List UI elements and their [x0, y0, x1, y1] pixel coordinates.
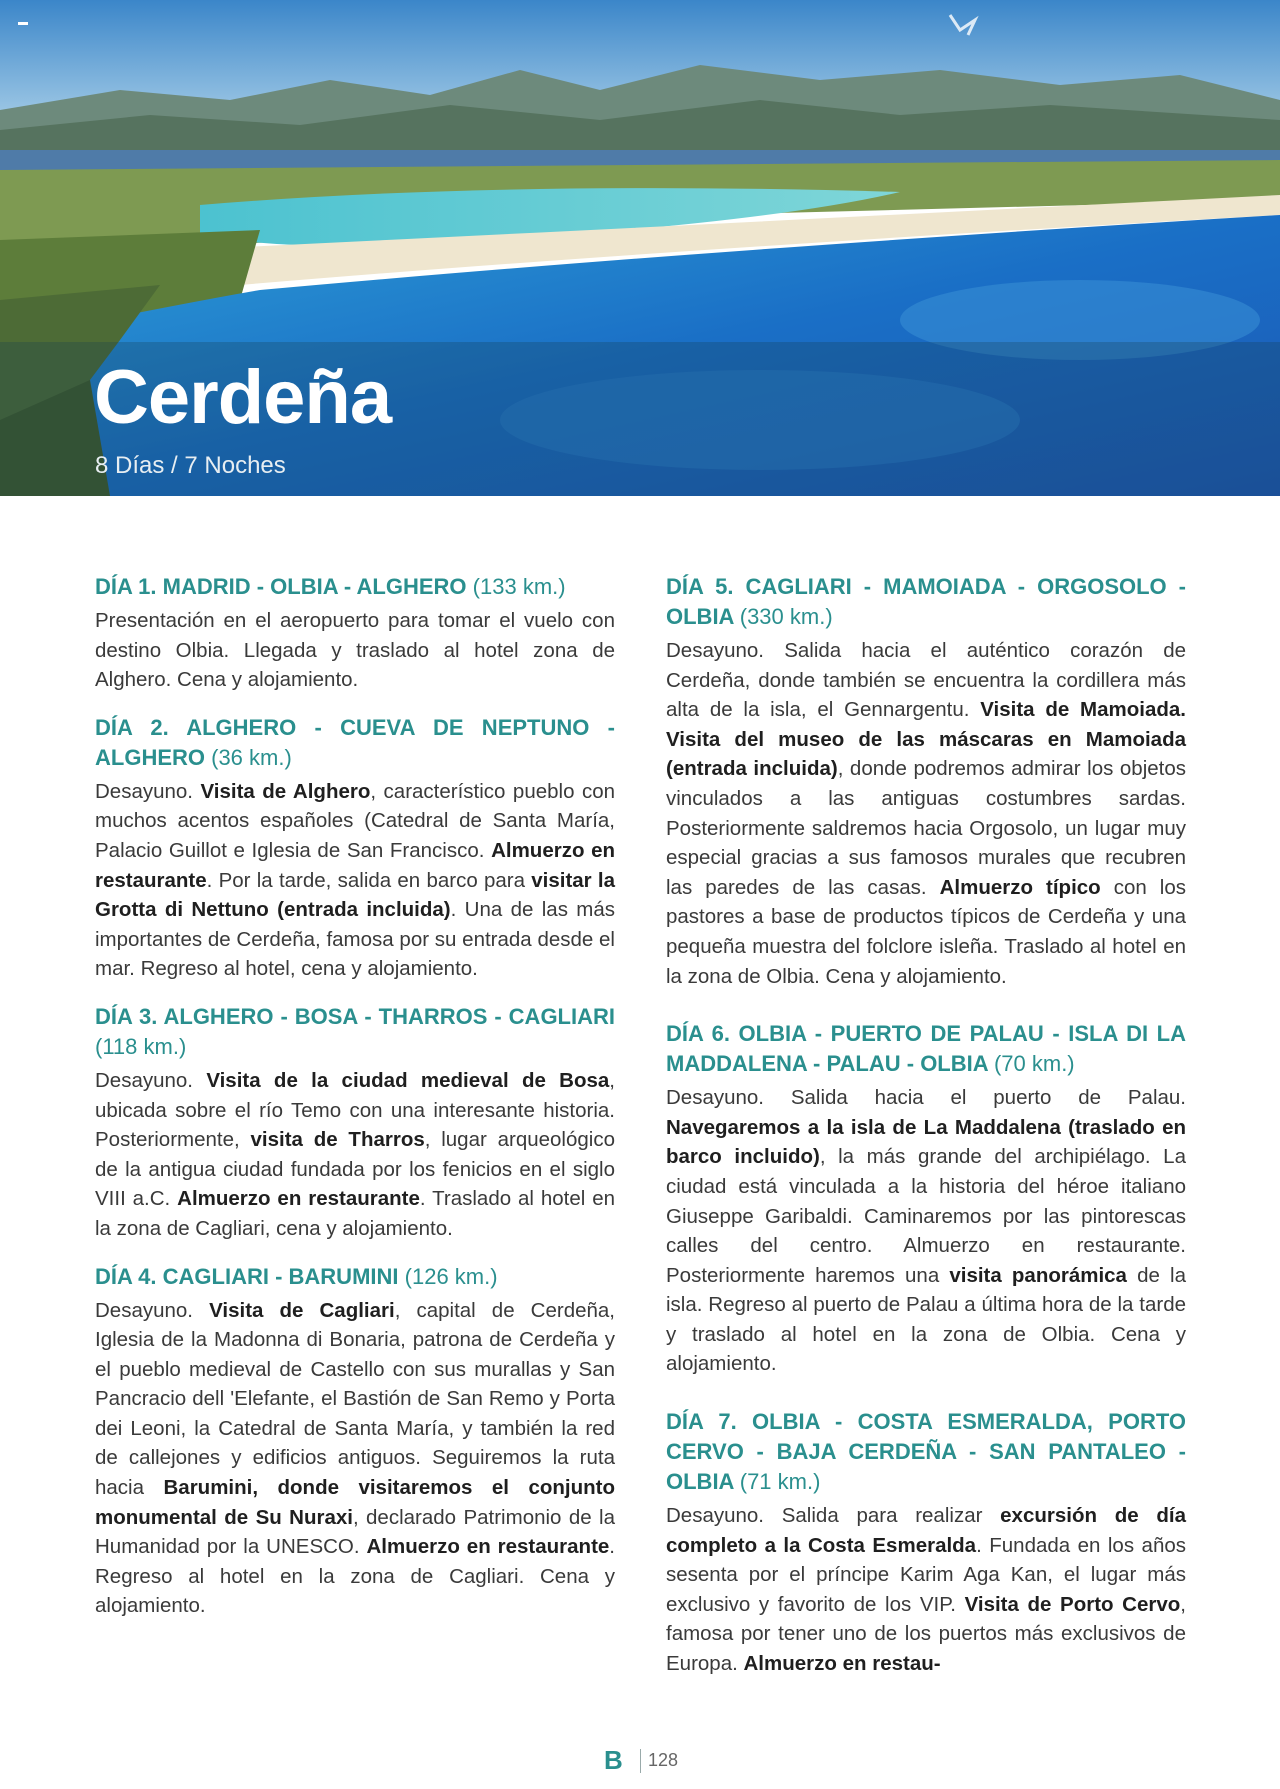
highlight-text: Visita de Porto Cervo: [964, 1592, 1181, 1616]
day-title: [95, 572, 615, 602]
body-text: . Regreso al hotel en la zona de Cagliari. Cena y alojamiento.: [95, 1535, 615, 1618]
day-description: [95, 1296, 615, 1622]
day-distance: (118 km.): [95, 1033, 187, 1059]
day-title: [666, 1407, 1186, 1497]
page-number: 128: [648, 1750, 679, 1770]
body-text: , donde podremos admirar los objetos vinculados a las antiguas costumbres sardas. Posteriormente saldremos hacia Orgosolo, un lugar muy especial gracias a sus famosos murales que recubren las paredes de las casas.: [666, 757, 1187, 899]
day-route: DÍA 7. OLBIA - COSTA ESMERALDA, PORTO CERVO - BAJA CERDEÑA - SAN PANTALEO - OLBIA: [666, 1409, 1186, 1495]
day-title: [95, 713, 615, 773]
highlight-text: visitar la Grotta di Nettuno (entrada incluida): [95, 868, 615, 922]
day-title: [666, 572, 1186, 632]
day-block: [666, 1407, 1186, 1679]
highlight-text: Almuerzo típico: [939, 875, 1101, 899]
day-block: [95, 1262, 615, 1622]
highlight-text: Barumini, donde visitaremos el conjunto monumental de Su Nuraxi: [95, 1476, 615, 1529]
body-text: , lugar arqueológico de la antigua ciudad fundada por los fenicios en el siglo VIII a.C.: [95, 1128, 615, 1211]
day-description: [666, 1501, 1186, 1679]
day-block: [95, 572, 615, 695]
hero-photo: [0, 0, 1280, 496]
day-description: [666, 636, 1186, 991]
body-text: Desayuno.: [95, 1068, 207, 1092]
day-distance: (126 km.): [404, 1263, 498, 1289]
body-text: , capital de Cerdeña, Iglesia de la Madonna di Bonaria, patrona de Cerdeña y el pueblo medieval de Castello con sus murallas y San Pancracio dell 'Elefante, el Bastión de San Remo y Porta dei Leoni, la Catedral de Santa María, y también la red de callejones y edificios antiguos. Seguiremos la ruta hacia: [95, 1298, 615, 1500]
page-footer: [0, 1745, 1280, 1775]
trip-duration: 8 Días / 7 Noches: [95, 452, 286, 479]
highlight-text: Almuerzo en restaurante: [95, 838, 615, 892]
body-text: , ubicada sobre el río Temo con una interesante historia. Posteriormente,: [95, 1068, 615, 1152]
body-text: Desayuno. Salida hacia el auténtico corazón de Cerdeña, donde también se encuentra la cordillera más alta de la isla, el Gennargentu.: [666, 639, 1186, 722]
highlight-text: Visita de Cagliari: [209, 1298, 395, 1322]
body-text: , característico pueblo con muchos acentos españoles (Catedral de Santa María, Palacio Guillot e Iglesia de San Francisco.: [95, 779, 616, 862]
day-block: [95, 1002, 615, 1244]
highlight-text: excursión de día completo a la Costa Esmeralda: [666, 1504, 1186, 1557]
day-description: [666, 1083, 1186, 1379]
body-text: de la isla. Regreso al puerto de Palau a última hora de la tarde y traslado al hotel en la zona de Olbia. Cena y alojamiento.: [666, 1263, 1186, 1376]
highlight-text: Navegaremos a la isla de La Maddalena (traslado en barco incluido): [666, 1115, 1186, 1169]
day-title: [666, 1019, 1186, 1079]
body-text: Presentación en el aeropuerto para tomar el vuelo con destino Olbia. Llegada y traslado al hotel zona de Alghero. Cena y alojamiento.: [95, 609, 615, 692]
day-description: [95, 777, 615, 984]
menu-icon: [18, 22, 28, 25]
highlight-text: Almuerzo en restau-: [743, 1652, 941, 1676]
brand-logo: B: [604, 1745, 623, 1775]
day-distance: (330 km.): [739, 604, 833, 629]
day-distance: (70 km.): [993, 1051, 1075, 1077]
body-text: . Por la tarde, salida en barco para: [206, 868, 532, 892]
body-text: , declarado Patrimonio de la Humanidad por la UNESCO.: [95, 1505, 615, 1559]
body-text: . Fundada en los años sesenta por el príncipe Karim Aga Kan, el lugar más exclusivo y favorito de los VIP.: [666, 1533, 1186, 1616]
day-distance: (133 km.): [472, 574, 566, 599]
itinerary-column-left: [95, 572, 615, 1639]
day-block: [666, 572, 1186, 991]
day-route: DÍA 4. CAGLIARI - BARUMINI: [95, 1263, 399, 1289]
day-title: [95, 1262, 615, 1292]
body-text: , la más grande del archipiélago. La ciudad está vinculada a la historia del héroe italiano Giuseppe Garibaldi. Caminaremos por las pintorescas calles del centro. Almuerzo en restaurante. Posteriormente haremos una: [666, 1145, 1186, 1287]
day-route: DÍA 5. CAGLIARI - MAMOIADA - ORGOSOLO - OLBIA: [666, 574, 1186, 629]
highlight-text: Almuerzo en restaurante: [177, 1187, 420, 1211]
highlight-text: Visita de Mamoiada. Visita del museo de las máscaras en Mamoiada (entrada incluida): [666, 698, 1186, 781]
body-text: con los pastores a base de productos típicos de Cerdeña y una pequeña muestra del folclore isleña. Traslado al hotel en la zona de Olbia. Cena y alojamiento.: [666, 875, 1187, 988]
day-description: [95, 1066, 615, 1244]
day-route: DÍA 1. MADRID - OLBIA - ALGHERO: [95, 574, 467, 599]
day-description: [95, 606, 615, 695]
day-block: [666, 1019, 1186, 1379]
footer-divider: [640, 1749, 641, 1773]
highlight-text: Visita de la ciudad medieval de Bosa: [206, 1068, 610, 1092]
body-text: Desayuno. Salida hacia el puerto de Palau.: [666, 1086, 1186, 1110]
body-text: , famosa por tener uno de los puertos más exclusivos de Europa.: [666, 1592, 1186, 1676]
day-distance: (36 km.): [211, 744, 292, 770]
highlight-text: visita de Tharros: [250, 1128, 425, 1152]
day-route: DÍA 6. OLBIA - PUERTO DE PALAU - ISLA DI LA MADDALENA - PALAU - OLBIA: [666, 1021, 1186, 1077]
highlight-text: Visita de Alghero: [200, 779, 371, 803]
body-text: Desayuno. Salida para realizar: [666, 1504, 1001, 1528]
highlight-text: Almuerzo en restaurante: [366, 1535, 610, 1559]
day-route: DÍA 3. ALGHERO - BOSA - THARROS - CAGLIARI: [95, 1003, 615, 1029]
day-block: [95, 713, 615, 984]
page-title: Cerdeña: [94, 355, 392, 440]
day-route: DÍA 2. ALGHERO - CUEVA DE NEPTUNO - ALGHERO: [95, 714, 615, 770]
day-distance: (71 km.): [739, 1469, 821, 1495]
body-text: Desayuno.: [95, 1298, 210, 1322]
body-text: Desayuno.: [95, 779, 201, 803]
body-text: . Traslado al hotel en la zona de Cagliari, cena y alojamiento.: [95, 1187, 615, 1240]
itinerary-column-right: [666, 572, 1186, 1697]
highlight-text: visita panorámica: [949, 1263, 1127, 1287]
body-text: . Una de las más importantes de Cerdeña, famosa por su entrada desde el mar. Regreso al hotel, cena y alojamiento.: [95, 898, 615, 981]
day-title: [95, 1002, 615, 1062]
